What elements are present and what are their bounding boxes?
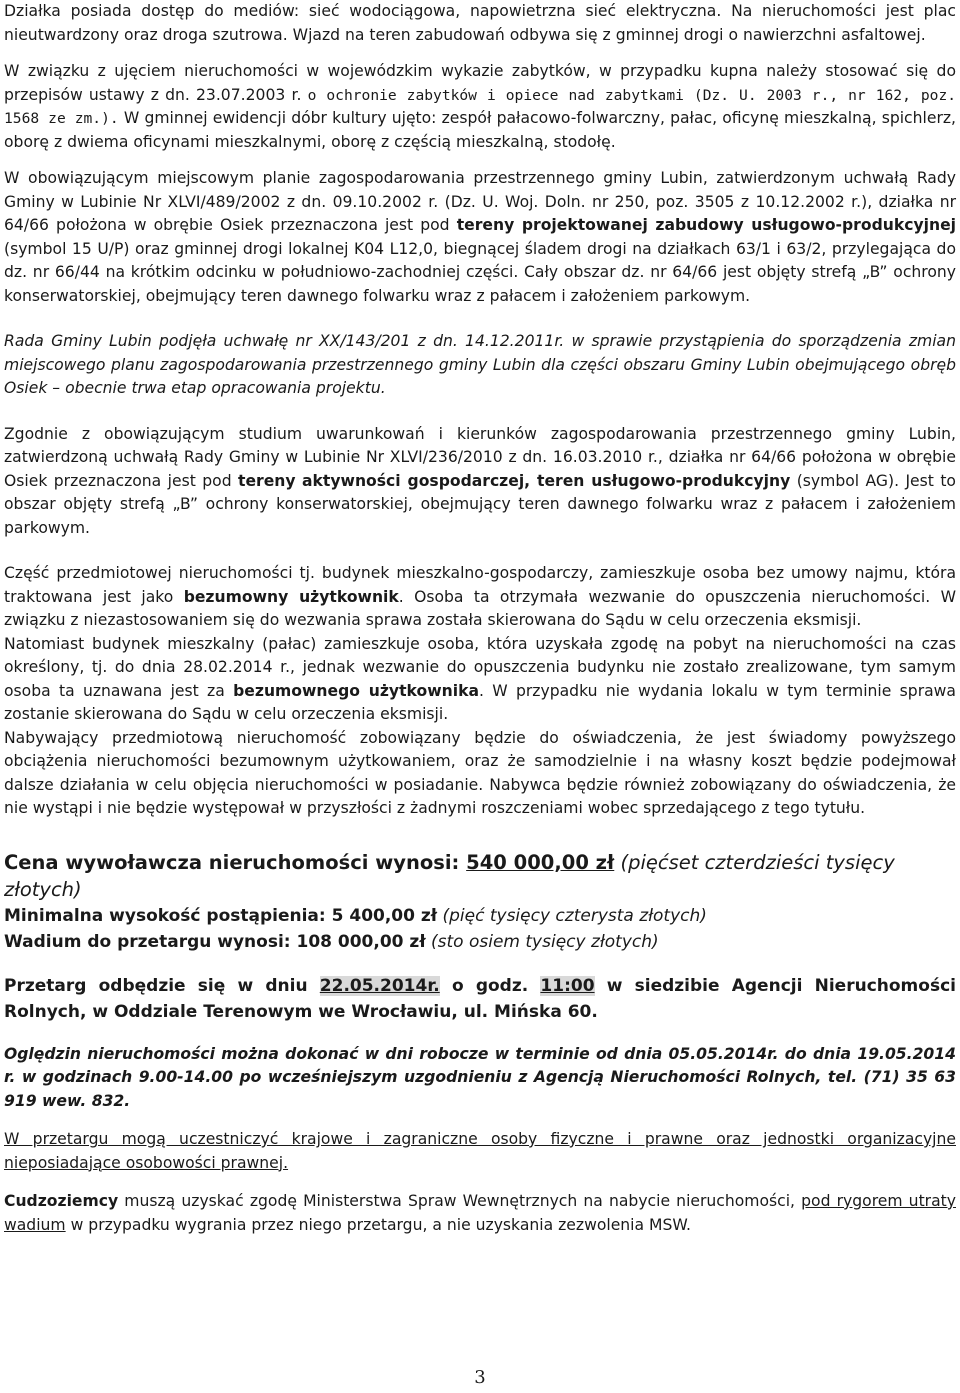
palace-text-a: Natomiast budynek mieszkalny (pałac) zamieszkuje osoba, która uzyskała zgodę na pobyt na nieruchomości na czas określony, tj. do dnia 28.02.2014 r., jednak wezwanie do opuszczenia budynku nie zostało zrealizowane, tym samym osoba ta uznawana jest za — [4, 634, 956, 700]
foreigners-info — [4, 1190, 956, 1237]
occupant-paragraph — [4, 562, 956, 633]
occupant-status: bezumowny użytkownik — [183, 587, 399, 606]
media-text: Działka posiada dostęp do mediów: sieć wodociągowa, napowietrzna sieć elektryczna. Na nieruchomości jest plac nieutwardzony oraz droga szutrowa. Wjazd na teren zabudowań odbywa się z gminnej drogi o nawierzchni asfaltowej. — [4, 2, 956, 44]
study-designation-a: tereny — [238, 471, 296, 490]
deposit — [4, 929, 956, 955]
monument-text-c: W gminnej ewidencji dóbr kultury ujęto: zespół pałacowo-folwarczny, pałac, oficynę mieszkalną, spichlerz, oborę z dwiema oficynami mieszkalnymi, oborę z częścią mieszkalną, stodołę. — [4, 109, 956, 151]
eligibility-text: W przetargu mogą uczestniczyć krajowe i zagraniczne osoby fizyczne i prawne oraz jednostki organizacyjne nieposiadające osobowości prawnej. — [4, 1130, 956, 1172]
deposit-label: Wadium do przetargu wynosi: 108 000,00 zł — [4, 931, 426, 952]
foreigners-text-d: w przypadku wygrania przez niego przetargu, a nie uzyskania zezwolenia MSW. — [65, 1215, 691, 1234]
palace-occupant-paragraph — [4, 633, 956, 727]
price-value: 540 000,00 zł — [466, 850, 615, 874]
zoning-plan-paragraph — [4, 167, 956, 308]
page-number: 3 — [474, 1367, 486, 1388]
price-in-words: (pięćset czterdzieści tysięcy złotych) — [4, 850, 895, 901]
occupant-text-a: Część przedmiotowej nieruchomości tj. budynek mieszkalno-gospodarczy, zamieszkuje osoba bez umowy najmu, która traktowana jest jako — [4, 564, 956, 606]
foreigners-text-b: muszą uzyskać zgodę Ministerstwa Spraw Wewnętrznych na nabycie nieruchomości, — [118, 1192, 802, 1210]
zoning-text-a: W obowiązującym miejscowym planie zagospodarowania przestrzennego gminy Lubin, zatwierdzonym uchwałą Rady Gminy w Lubinie Nr XLVI/489/2002 z dn. 09.10.2002 r. (Dz. U. Woj. Doln. nr 250, poz. 3505 z 10.12.2002 r.), działka nr 64/66 położona w obrębie Osiek przeznaczona jest pod — [4, 169, 956, 234]
auction-text-b: o godz. — [439, 975, 541, 996]
auction-date: 22.05.2014r. — [319, 975, 440, 996]
study-text-d: (symbol AG). Jest to obszar objęty strefą „B” ochrony konserwatorskiej, obejmujący teren dawnego folwarku wraz z pałacem i założeniem parkowym. — [4, 471, 956, 537]
auction-info — [4, 973, 956, 1025]
study-designation-b: aktywności gospodarczej, teren usługowo-produkcyjny — [302, 471, 791, 490]
occupant-text-c: . Osoba ta otrzymała wezwanie do opuszczenia nieruchomości. W związku z niezastosowaniem się do wezwania sprawa została skierowana do Sądu w celu orzeczenia eksmisji. — [4, 587, 956, 629]
zoning-text-c: (symbol 15 U/P) oraz gminnej drogi lokalnej K04 L12,0, biegnącej śladem drogi na działkach 63/1 i 63/2, przylegająca do dz. nr 66/44 na krótkim odcinku w południowo-zachodniej części. Cały obszar dz. nr 64/66 jest objęty strefą „B” ochrony konserwatorskiej, obejmujący teren dawnego folwarku wraz z pałacem i założeniem parkowym. — [4, 239, 956, 305]
eligibility-info — [4, 1128, 956, 1175]
min-increment-in-words: (pięć tysięcy czterysta złotych) — [437, 905, 707, 926]
zoning-designation: tereny projektowanej zabudowy usługowo-produkcyjnej — [456, 216, 956, 234]
foreigners-label: Cudzoziemcy — [4, 1192, 119, 1210]
media-paragraph — [4, 0, 956, 47]
starting-price — [4, 849, 956, 903]
auction-time: 11:00 — [540, 975, 595, 996]
study-paragraph — [4, 423, 956, 541]
buyer-obligation-text: Nabywający przedmiotową nieruchomość zobowiązany będzie do oświadczenia, że jest świadomy powyższego obciążenia nieruchomości bezumownym użytkowaniem, oraz że samodzielnie i na własny koszt będzie podejmował dalsze działania w celu objęcia nieruchomości w posiadanie. Nabywca będzie również zobowiązany do oświadczenia, że nie wystąpi i nie będzie występował w przyszłości z żadnymi roszczeniami wobec sprzedającego z tego tytułu. — [4, 728, 956, 817]
monument-law-reference: o ochronie zabytków i opiece nad zabytkami (Dz. U. 2003 r., nr 162, poz. 1568 ze zm.). — [4, 86, 957, 127]
min-increment-label: Minimalna wysokość postąpienia: 5 400,00 zł — [4, 905, 438, 926]
council-resolution-text: Rada Gminy Lubin podjęła uchwałę nr XX/143/201 z dn. 14.12.2011r. w sprawie przystąpienia do sporządzenia zmian miejscowego planu zagospodarowania przestrzennego gminy Lubin dla części obszaru Gminy Lubin obejmującego obręb Osiek – obecnie trwa etap opracowania projektu. — [4, 332, 956, 397]
inspection-info — [4, 1043, 956, 1114]
price-label: Cena wywoławcza nieruchomości wynosi: — [4, 850, 467, 874]
auction-location: w siedzibie Agencji Nieruchomości Rolnych, w Oddziale Terenowym we Wrocławiu, ul. Mińska 60. — [4, 975, 956, 1022]
auction-text-a: Przetarg odbędzie się w dniu — [4, 975, 320, 996]
foreigners-penalty: pod rygorem utraty wadium — [4, 1192, 956, 1234]
council-resolution-paragraph — [4, 330, 956, 401]
inspection-text: Oględzin nieruchomości można dokonać w dni robocze w terminie od dnia 05.05.2014r. do dnia 19.05.2014 r. w godzinach 9.00-14.00 po wcześniejszym uzgodnieniu z Agencją Nieruchomości Rolnych, tel. (71) 35 63 919 wew. 832. — [4, 1044, 956, 1110]
palace-text-c: . W przypadku nie wydania lokalu w tym terminie sprawa zostanie skierowana do Sądu w celu orzeczenia eksmisji. — [4, 681, 956, 723]
minimum-increment — [4, 903, 956, 929]
monument-text-a: W związku z ujęciem nieruchomości w wojewódzkim wykazie zabytków, w przypadku kupna należy stosować się do przepisów ustawy z dn. 23.07.2003 r. — [4, 62, 956, 104]
palace-status: bezumownego użytkownika — [233, 681, 479, 700]
deposit-in-words: (sto osiem tysięcy złotych) — [425, 931, 659, 952]
buyer-obligation-paragraph — [4, 727, 956, 821]
study-text-a: Zgodnie z obowiązującym studium uwarunkowań i kierunków zagospodarowania przestrzennego gminy Lubin, zatwierdzoną uchwałą Rady Gminy w Lubinie Nr XLVI/236/2010 z dn. 16.03.2010 r., działka nr 64/66 położona w obrębie Osiek przeznaczona jest pod — [4, 424, 956, 490]
document-page — [4, 0, 956, 1237]
monument-paragraph — [4, 60, 956, 154]
